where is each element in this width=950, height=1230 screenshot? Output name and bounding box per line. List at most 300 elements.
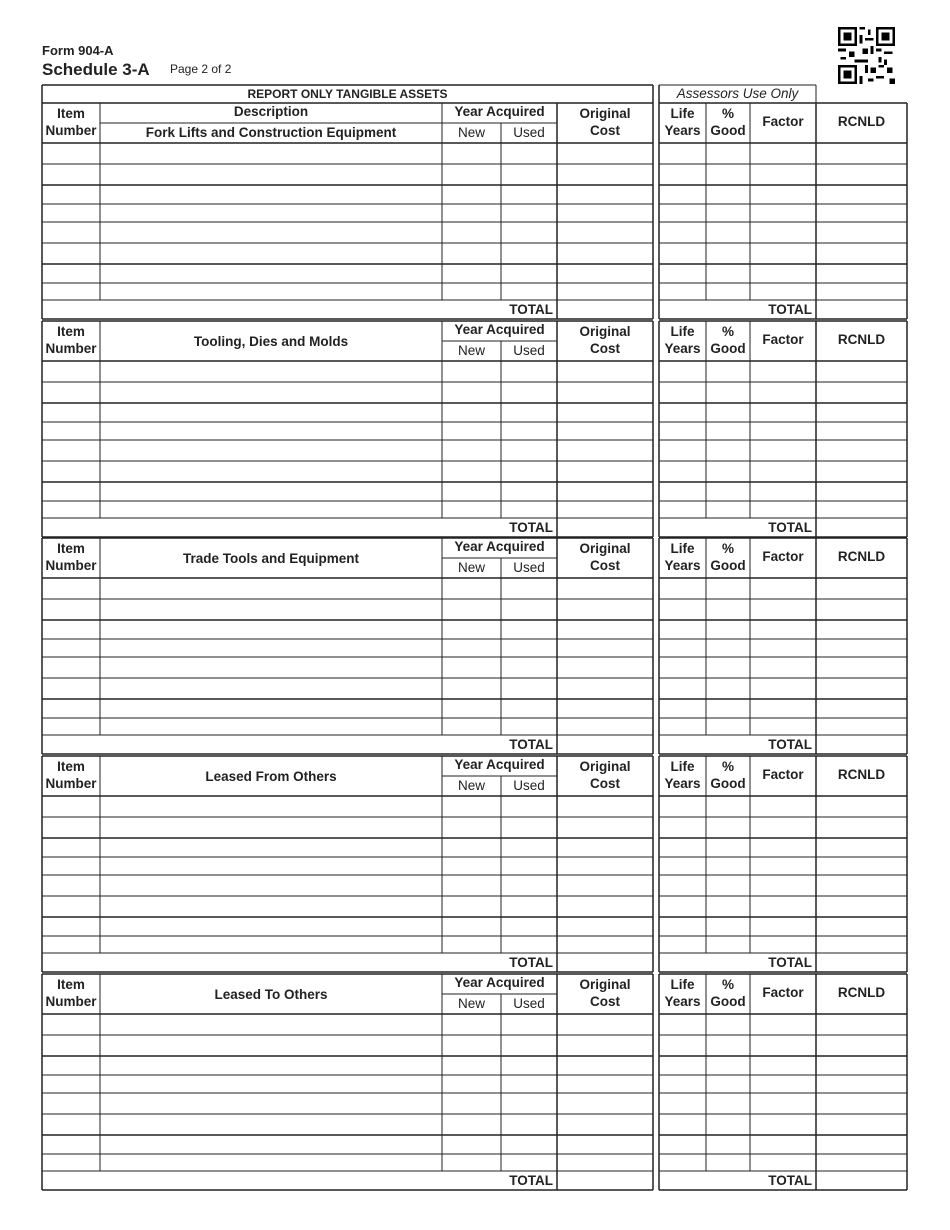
year-new-cell[interactable] [442,838,501,857]
item-number-cell[interactable] [42,461,100,482]
rcnld-cell[interactable] [816,1056,907,1075]
original-cost-cell[interactable] [557,204,653,222]
year-used-cell[interactable] [501,896,557,917]
life-years-cell[interactable] [659,857,706,875]
item-number-cell[interactable] [42,875,100,896]
percent-good-cell[interactable] [706,264,750,283]
original-cost-cell[interactable] [557,1114,653,1135]
rcnld-cell[interactable] [816,243,907,264]
factor-cell[interactable] [750,440,816,461]
life-years-cell[interactable] [659,620,706,639]
original-cost-cell[interactable] [557,283,653,300]
factor-cell[interactable] [750,917,816,936]
description-cell[interactable] [100,403,442,422]
year-new-cell[interactable] [442,283,501,300]
factor-cell[interactable] [750,403,816,422]
description-cell[interactable] [100,699,442,718]
item-number-cell[interactable] [42,1114,100,1135]
original-cost-cell[interactable] [557,403,653,422]
life-years-cell[interactable] [659,422,706,440]
year-used-cell[interactable] [501,185,557,204]
life-years-cell[interactable] [659,283,706,300]
original-cost-cell[interactable] [557,796,653,817]
life-years-cell[interactable] [659,403,706,422]
description-cell[interactable] [100,1154,442,1171]
year-used-cell[interactable] [501,422,557,440]
description-cell[interactable] [100,243,442,264]
percent-good-cell[interactable] [706,699,750,718]
year-new-cell[interactable] [442,796,501,817]
item-number-cell[interactable] [42,482,100,501]
factor-cell[interactable] [750,620,816,639]
year-new-cell[interactable] [442,382,501,403]
item-number-cell[interactable] [42,1093,100,1114]
life-years-cell[interactable] [659,1093,706,1114]
original-cost-total-cell[interactable] [557,1171,653,1190]
rcnld-cell[interactable] [816,1135,907,1154]
percent-good-cell[interactable] [706,1093,750,1114]
factor-cell[interactable] [750,361,816,382]
factor-cell[interactable] [750,164,816,185]
item-number-cell[interactable] [42,857,100,875]
rcnld-total-cell[interactable] [816,953,907,972]
year-used-cell[interactable] [501,1075,557,1093]
item-number-cell[interactable] [42,283,100,300]
rcnld-cell[interactable] [816,875,907,896]
original-cost-cell[interactable] [557,382,653,403]
rcnld-cell[interactable] [816,1035,907,1056]
year-new-cell[interactable] [442,936,501,953]
original-cost-cell[interactable] [557,361,653,382]
year-new-cell[interactable] [442,501,501,518]
year-new-cell[interactable] [442,1056,501,1075]
percent-good-cell[interactable] [706,164,750,185]
rcnld-cell[interactable] [816,264,907,283]
original-cost-cell[interactable] [557,422,653,440]
rcnld-cell[interactable] [816,578,907,599]
factor-cell[interactable] [750,678,816,699]
item-number-cell[interactable] [42,403,100,422]
year-used-cell[interactable] [501,1114,557,1135]
original-cost-cell[interactable] [557,1014,653,1035]
rcnld-cell[interactable] [816,283,907,300]
original-cost-cell[interactable] [557,143,653,164]
original-cost-cell[interactable] [557,875,653,896]
factor-cell[interactable] [750,204,816,222]
rcnld-cell[interactable] [816,936,907,953]
original-cost-cell[interactable] [557,718,653,735]
year-used-cell[interactable] [501,482,557,501]
item-number-cell[interactable] [42,718,100,735]
year-new-cell[interactable] [442,1154,501,1171]
original-cost-total-cell[interactable] [557,953,653,972]
description-cell[interactable] [100,599,442,620]
rcnld-cell[interactable] [816,796,907,817]
year-used-cell[interactable] [501,796,557,817]
life-years-cell[interactable] [659,243,706,264]
rcnld-cell[interactable] [816,204,907,222]
factor-cell[interactable] [750,857,816,875]
year-new-cell[interactable] [442,578,501,599]
description-cell[interactable] [100,796,442,817]
percent-good-cell[interactable] [706,204,750,222]
life-years-cell[interactable] [659,382,706,403]
original-cost-cell[interactable] [557,639,653,657]
year-new-cell[interactable] [442,185,501,204]
life-years-cell[interactable] [659,678,706,699]
year-used-cell[interactable] [501,382,557,403]
life-years-cell[interactable] [659,896,706,917]
year-new-cell[interactable] [442,857,501,875]
rcnld-cell[interactable] [816,838,907,857]
year-new-cell[interactable] [442,440,501,461]
rcnld-total-cell[interactable] [816,735,907,754]
item-number-cell[interactable] [42,817,100,838]
percent-good-cell[interactable] [706,403,750,422]
item-number-cell[interactable] [42,699,100,718]
description-cell[interactable] [100,361,442,382]
life-years-cell[interactable] [659,164,706,185]
factor-cell[interactable] [750,599,816,620]
item-number-cell[interactable] [42,204,100,222]
factor-cell[interactable] [750,578,816,599]
year-used-cell[interactable] [501,222,557,243]
year-used-cell[interactable] [501,1035,557,1056]
percent-good-cell[interactable] [706,1075,750,1093]
item-number-cell[interactable] [42,382,100,403]
year-new-cell[interactable] [442,639,501,657]
year-used-cell[interactable] [501,578,557,599]
rcnld-cell[interactable] [816,1154,907,1171]
year-used-cell[interactable] [501,875,557,896]
year-used-cell[interactable] [501,461,557,482]
life-years-cell[interactable] [659,699,706,718]
factor-cell[interactable] [750,875,816,896]
description-cell[interactable] [100,936,442,953]
year-new-cell[interactable] [442,817,501,838]
year-used-cell[interactable] [501,917,557,936]
factor-cell[interactable] [750,718,816,735]
item-number-cell[interactable] [42,936,100,953]
description-cell[interactable] [100,264,442,283]
percent-good-cell[interactable] [706,896,750,917]
factor-cell[interactable] [750,1093,816,1114]
item-number-cell[interactable] [42,1014,100,1035]
rcnld-cell[interactable] [816,657,907,678]
life-years-cell[interactable] [659,1075,706,1093]
year-used-cell[interactable] [501,243,557,264]
original-cost-cell[interactable] [557,264,653,283]
percent-good-cell[interactable] [706,482,750,501]
percent-good-cell[interactable] [706,599,750,620]
description-cell[interactable] [100,501,442,518]
original-cost-cell[interactable] [557,657,653,678]
life-years-cell[interactable] [659,578,706,599]
year-new-cell[interactable] [442,699,501,718]
item-number-cell[interactable] [42,917,100,936]
year-new-cell[interactable] [442,361,501,382]
year-used-cell[interactable] [501,143,557,164]
factor-cell[interactable] [750,185,816,204]
rcnld-cell[interactable] [816,639,907,657]
life-years-cell[interactable] [659,936,706,953]
original-cost-cell[interactable] [557,1075,653,1093]
factor-cell[interactable] [750,657,816,678]
life-years-cell[interactable] [659,1056,706,1075]
rcnld-cell[interactable] [816,222,907,243]
life-years-cell[interactable] [659,875,706,896]
percent-good-cell[interactable] [706,422,750,440]
description-cell[interactable] [100,204,442,222]
item-number-cell[interactable] [42,620,100,639]
description-cell[interactable] [100,1056,442,1075]
rcnld-cell[interactable] [816,461,907,482]
year-used-cell[interactable] [501,1056,557,1075]
rcnld-total-cell[interactable] [816,518,907,537]
life-years-cell[interactable] [659,1135,706,1154]
description-cell[interactable] [100,283,442,300]
year-used-cell[interactable] [501,599,557,620]
year-new-cell[interactable] [442,482,501,501]
life-years-cell[interactable] [659,657,706,678]
percent-good-cell[interactable] [706,1135,750,1154]
life-years-cell[interactable] [659,639,706,657]
year-new-cell[interactable] [442,1014,501,1035]
item-number-cell[interactable] [42,1056,100,1075]
original-cost-cell[interactable] [557,1135,653,1154]
year-used-cell[interactable] [501,718,557,735]
original-cost-cell[interactable] [557,482,653,501]
year-used-cell[interactable] [501,1093,557,1114]
description-cell[interactable] [100,896,442,917]
item-number-cell[interactable] [42,599,100,620]
year-used-cell[interactable] [501,501,557,518]
life-years-cell[interactable] [659,1035,706,1056]
item-number-cell[interactable] [42,264,100,283]
factor-cell[interactable] [750,639,816,657]
life-years-cell[interactable] [659,143,706,164]
percent-good-cell[interactable] [706,875,750,896]
original-cost-cell[interactable] [557,599,653,620]
life-years-cell[interactable] [659,1114,706,1135]
year-used-cell[interactable] [501,678,557,699]
description-cell[interactable] [100,164,442,185]
factor-cell[interactable] [750,143,816,164]
rcnld-cell[interactable] [816,1114,907,1135]
year-new-cell[interactable] [442,917,501,936]
rcnld-total-cell[interactable] [816,1171,907,1190]
original-cost-cell[interactable] [557,1035,653,1056]
life-years-cell[interactable] [659,461,706,482]
description-cell[interactable] [100,657,442,678]
rcnld-cell[interactable] [816,185,907,204]
description-cell[interactable] [100,718,442,735]
year-used-cell[interactable] [501,1154,557,1171]
item-number-cell[interactable] [42,657,100,678]
factor-cell[interactable] [750,461,816,482]
description-cell[interactable] [100,917,442,936]
rcnld-cell[interactable] [816,482,907,501]
original-cost-cell[interactable] [557,896,653,917]
original-cost-cell[interactable] [557,440,653,461]
year-new-cell[interactable] [442,403,501,422]
original-cost-cell[interactable] [557,1093,653,1114]
life-years-cell[interactable] [659,599,706,620]
rcnld-cell[interactable] [816,1093,907,1114]
year-used-cell[interactable] [501,838,557,857]
description-cell[interactable] [100,440,442,461]
percent-good-cell[interactable] [706,718,750,735]
percent-good-cell[interactable] [706,1154,750,1171]
item-number-cell[interactable] [42,838,100,857]
life-years-cell[interactable] [659,838,706,857]
percent-good-cell[interactable] [706,1014,750,1035]
item-number-cell[interactable] [42,1035,100,1056]
factor-cell[interactable] [750,1075,816,1093]
original-cost-cell[interactable] [557,461,653,482]
year-new-cell[interactable] [442,264,501,283]
factor-cell[interactable] [750,422,816,440]
rcnld-cell[interactable] [816,718,907,735]
year-used-cell[interactable] [501,936,557,953]
factor-cell[interactable] [750,699,816,718]
original-cost-cell[interactable] [557,501,653,518]
rcnld-cell[interactable] [816,678,907,699]
year-used-cell[interactable] [501,440,557,461]
year-used-cell[interactable] [501,403,557,422]
original-cost-cell[interactable] [557,857,653,875]
item-number-cell[interactable] [42,501,100,518]
percent-good-cell[interactable] [706,440,750,461]
original-cost-cell[interactable] [557,243,653,264]
description-cell[interactable] [100,482,442,501]
description-cell[interactable] [100,678,442,699]
percent-good-cell[interactable] [706,361,750,382]
year-new-cell[interactable] [442,1114,501,1135]
original-cost-cell[interactable] [557,1056,653,1075]
year-used-cell[interactable] [501,817,557,838]
rcnld-cell[interactable] [816,620,907,639]
percent-good-cell[interactable] [706,838,750,857]
original-cost-total-cell[interactable] [557,735,653,754]
year-new-cell[interactable] [442,461,501,482]
original-cost-cell[interactable] [557,222,653,243]
description-cell[interactable] [100,857,442,875]
year-new-cell[interactable] [442,1035,501,1056]
rcnld-cell[interactable] [816,440,907,461]
item-number-cell[interactable] [42,164,100,185]
description-cell[interactable] [100,578,442,599]
factor-cell[interactable] [750,382,816,403]
percent-good-cell[interactable] [706,185,750,204]
life-years-cell[interactable] [659,817,706,838]
percent-good-cell[interactable] [706,620,750,639]
percent-good-cell[interactable] [706,1035,750,1056]
original-cost-cell[interactable] [557,1154,653,1171]
year-used-cell[interactable] [501,699,557,718]
year-new-cell[interactable] [442,204,501,222]
factor-cell[interactable] [750,222,816,243]
description-cell[interactable] [100,1014,442,1035]
percent-good-cell[interactable] [706,917,750,936]
item-number-cell[interactable] [42,578,100,599]
original-cost-cell[interactable] [557,678,653,699]
year-new-cell[interactable] [442,718,501,735]
life-years-cell[interactable] [659,185,706,204]
year-new-cell[interactable] [442,620,501,639]
factor-cell[interactable] [750,817,816,838]
item-number-cell[interactable] [42,422,100,440]
year-used-cell[interactable] [501,657,557,678]
year-new-cell[interactable] [442,1135,501,1154]
life-years-cell[interactable] [659,917,706,936]
factor-cell[interactable] [750,936,816,953]
year-new-cell[interactable] [442,243,501,264]
description-cell[interactable] [100,143,442,164]
year-used-cell[interactable] [501,1014,557,1035]
year-used-cell[interactable] [501,204,557,222]
item-number-cell[interactable] [42,243,100,264]
percent-good-cell[interactable] [706,501,750,518]
item-number-cell[interactable] [42,440,100,461]
rcnld-cell[interactable] [816,382,907,403]
rcnld-cell[interactable] [816,403,907,422]
rcnld-cell[interactable] [816,501,907,518]
percent-good-cell[interactable] [706,243,750,264]
item-number-cell[interactable] [42,678,100,699]
factor-cell[interactable] [750,838,816,857]
rcnld-cell[interactable] [816,857,907,875]
rcnld-cell[interactable] [816,361,907,382]
year-new-cell[interactable] [442,599,501,620]
item-number-cell[interactable] [42,222,100,243]
factor-cell[interactable] [750,264,816,283]
factor-cell[interactable] [750,896,816,917]
life-years-cell[interactable] [659,1154,706,1171]
original-cost-cell[interactable] [557,699,653,718]
original-cost-cell[interactable] [557,817,653,838]
year-new-cell[interactable] [442,422,501,440]
original-cost-cell[interactable] [557,164,653,185]
item-number-cell[interactable] [42,361,100,382]
item-number-cell[interactable] [42,1154,100,1171]
item-number-cell[interactable] [42,796,100,817]
life-years-cell[interactable] [659,1014,706,1035]
life-years-cell[interactable] [659,501,706,518]
life-years-cell[interactable] [659,718,706,735]
percent-good-cell[interactable] [706,639,750,657]
item-number-cell[interactable] [42,143,100,164]
rcnld-cell[interactable] [816,817,907,838]
life-years-cell[interactable] [659,440,706,461]
factor-cell[interactable] [750,1014,816,1035]
original-cost-cell[interactable] [557,578,653,599]
description-cell[interactable] [100,838,442,857]
factor-cell[interactable] [750,501,816,518]
year-used-cell[interactable] [501,639,557,657]
original-cost-total-cell[interactable] [557,300,653,319]
description-cell[interactable] [100,222,442,243]
description-cell[interactable] [100,1035,442,1056]
factor-cell[interactable] [750,1056,816,1075]
rcnld-cell[interactable] [816,896,907,917]
factor-cell[interactable] [750,796,816,817]
description-cell[interactable] [100,875,442,896]
life-years-cell[interactable] [659,482,706,501]
year-new-cell[interactable] [442,875,501,896]
original-cost-cell[interactable] [557,917,653,936]
percent-good-cell[interactable] [706,222,750,243]
